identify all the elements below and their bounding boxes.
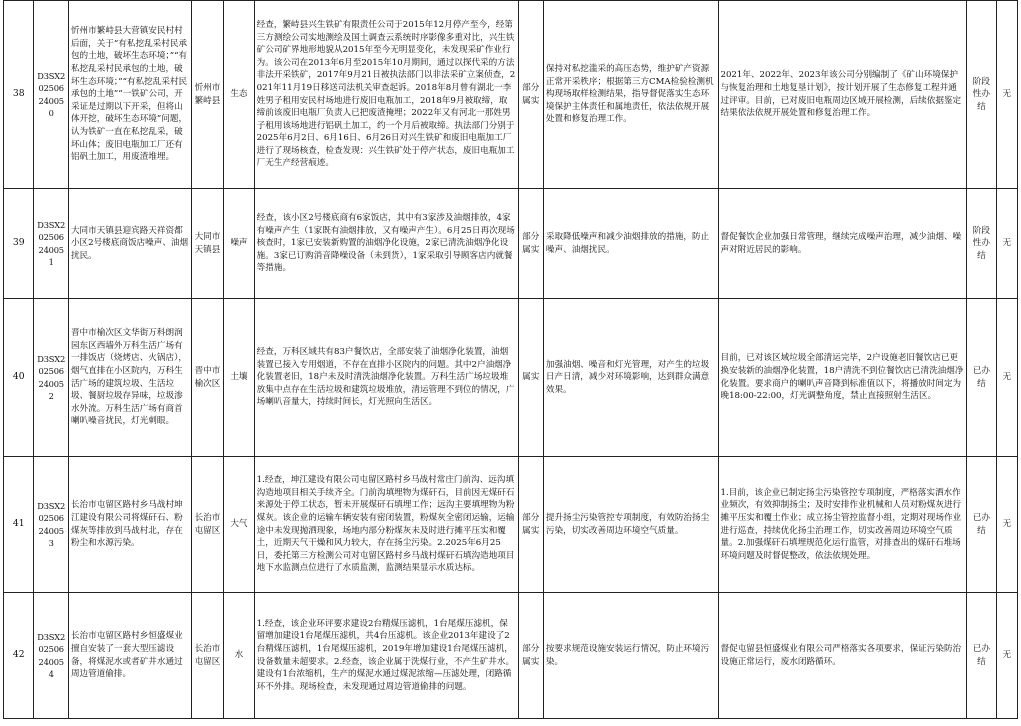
rectification-progress: 督促餐饮企业加强日常管理，继续完成噪声治理，减少油烟、噪声对附近居民的影响。 — [718, 189, 967, 299]
rectification-measures: 保持对私挖滥采的高压态势，维护矿产资源正常开采秩序；根据第三方CMA检验检测机构现场取样检测结果，指导督促落实生态环境保护主体责任和属地责任，依法依规开展处置和修复治理工作。 — [543, 1, 718, 189]
handling-status: 阶段性办结 — [967, 1, 996, 189]
verdict: 部分属实 — [518, 593, 543, 719]
table-row — [4, 189, 1018, 299]
verification-text: 经查，该小区2号楼底商有6家饭店，其中有3家涉及油烟排放，4家有噪声产生（1家既有油烟排放，又有噪声产生）。6月25日再次现场核查时，1家已安装新购置的油烟净化设施，2家已清洗油烟净化设施。3家已订购消音降噪设备（未到货），1家采取引导顾客店内就餐等措施。 — [254, 189, 518, 299]
rectification-measures: 提升扬尘污染管控专项制度，有效防治扬尘污染，切实改善周边环境空气质量。 — [543, 457, 718, 593]
verdict: 部分属实 — [518, 189, 543, 299]
handling-status: 阶段性办结 — [967, 189, 996, 299]
pollution-type: 水 — [224, 593, 254, 719]
verdict: 部分属实 — [518, 457, 543, 593]
pollution-type: 生态 — [224, 1, 254, 189]
row-number: 40 — [4, 299, 34, 457]
rectification-measures: 加强油烟、噪音和灯光管理，对产生的垃圾日产日清，减少对环境影响，达到群众满意效果。 — [543, 299, 718, 457]
administrative-area: 忻州市繁峙县 — [191, 1, 223, 189]
table-row — [4, 457, 1018, 593]
complaint-content: 大同市天镇县迎宾路天祥资都小区2号楼底商饭店噪声、油烟扰民。 — [68, 189, 191, 299]
verification-text: 经查，繁峙县兴生铁矿有限责任公司于2015年12月停产至今，经第三方测绘公司实地测绘及国土调查云系统时序影像多重对比，兴生铁矿公司矿界地形地貌从2015年至今无明显变化，未发现采矿作业行为。该公司在2013年6月至2015年10月期间，通过以探代采的方法非法开采铁矿，2017年9月21日被执法部门以非法采矿立案侦查，2021年11月19日移送司法机关审查起诉。2018年8月曾有湖北一李姓男子租用安民村场地进行废旧电瓶加工，2018年9月被取缔，取缔前该废旧电瓶厂负责人已把废渣掩埋；2022年又有河北一那姓男子租用该场地进行铝矾土加工，约一个月后被取缔。执法部门分别于2025年6月2日、6月16日、6月26日对兴生铁矿和废旧电瓶加工厂进行了现场核查，检查发现：兴生铁矿处于停产状态，废旧电瓶加工厂无生产经营痕迹。 — [254, 1, 518, 189]
case-code: D3SX202506240053 — [34, 457, 69, 593]
complaint-content: 长治市屯留区路村乡马战村坤江建设有限公司将煤矸石、粉煤灰等排放到马战村北，存在粉尘和水源污染。 — [68, 457, 191, 593]
administrative-area: 大同市天镇县 — [191, 189, 223, 299]
table-row — [4, 299, 1018, 457]
rectification-progress: 1.目前，该企业已制定扬尘污染管控专项制度，严格落实洒水作业频次，有效抑制扬尘；及时安排作业机械和人员对粉煤灰进行摊平压实和覆土作业；成立扬尘管控监督小组，定期对现场作业进行巡查，持续优化扬尘治理工作，切实改善周边环境空气质量。2.加强煤矸石填埋规范化运行监管，对排查出的煤矸石堆场环境问题及时督促整改，依法依规处理。 — [718, 457, 967, 593]
accountability: 无 — [996, 299, 1017, 457]
case-code: D3SX202506240054 — [34, 593, 69, 719]
row-number: 41 — [4, 457, 34, 593]
handling-status: 已办结 — [967, 593, 996, 719]
verdict: 部分属实 — [518, 1, 543, 189]
accountability: 无 — [996, 593, 1017, 719]
table-row — [4, 593, 1018, 719]
case-code: D3SX202506240052 — [34, 299, 69, 457]
pollution-type: 噪声 — [224, 189, 254, 299]
rectification-progress: 督促屯留县恒盛煤业有限公司严格落实各项要求，保证污染防治设施正常运行，废水闭路循环。 — [718, 593, 967, 719]
administrative-area: 晋中市榆次区 — [191, 299, 223, 457]
verification-text: 经查，万科区域共有83户餐饮店，全部安装了油烟净化装置，油烟装置已接入专用烟道，不存在直排小区院内的问题。其中2户油烟净化装置老旧，18户未及时清洗油烟净化装置。万科生活广场垃圾堆放集中点存在生活垃圾和建筑垃圾堆放，清运管理不到位的情况，广场喇叭音量大，持续时间长，灯光照向生活区。 — [254, 299, 518, 457]
row-number: 38 — [4, 1, 34, 189]
verification-text: 1.经查，该企业环评要求建设2台精煤压滤机，1台尾煤压滤机，保留增加建设1台尾煤压滤机，共4台压滤机。该企业2013年建设了2台精煤压滤机，1台尾煤压滤机，2019年增加建设1台尾煤压滤机，设备数量未超要求。2.经查，该企业属于洗煤行业，不产生矿井水。建设有1台浓缩机，生产的煤泥水通过煤泥浓缩—压滤处理，闭路循环不外排。现场检查，未发现通过周边管道偷排的问题。 — [254, 593, 518, 719]
case-code: D3SX202506240051 — [34, 189, 69, 299]
rectification-progress: 2021年、2022年、2023年该公司分别编制了《矿山环境保护与恢复治理和土地复垦计划》，按计划开展了生态修复工程并通过评审。目前，已对废旧电瓶周边区域开展检测，后续依据鉴定结果依法依规开展处置和修复治理工作。 — [718, 1, 967, 189]
rectification-progress: 目前，已对该区域垃圾全部清运完毕，2户设施老旧餐饮店已更换安装新的油烟净化装置，18户清洗不到位餐饮店已清洗油烟净化装置。要求商户的喇叭声音降到标准值以下，将播放时间定为晚18:00-22:00，灯光调整角度，禁止直接照射生活区。 — [718, 299, 967, 457]
handling-status: 已办结 — [967, 457, 996, 593]
case-code: D3SX202506240050 — [34, 1, 69, 189]
handling-status: 已办结 — [967, 299, 996, 457]
accountability: 无 — [996, 189, 1017, 299]
accountability: 无 — [996, 1, 1017, 189]
table-row — [4, 1, 1018, 189]
verdict: 属实 — [518, 299, 543, 457]
complaint-table — [3, 0, 1018, 719]
pollution-type: 大气 — [224, 457, 254, 593]
complaint-content: 晋中市榆次区文华街万科朗润园东区西墙外万科生活广场有一排饭店（烧烤店、火锅店），烟气直排在小区院内，万科生活广场的建筑垃圾、生活垃圾、餐厨垃圾存异味，垃圾渗水外流。万科生活广场有商首喇叭噪音扰民，灯光刺眼。 — [68, 299, 191, 457]
pollution-type: 土壤 — [224, 299, 254, 457]
row-number: 39 — [4, 189, 34, 299]
administrative-area: 长治市屯留区 — [191, 593, 223, 719]
rectification-measures: 按要求规范设施安装运行情况，防止环境污染。 — [543, 593, 718, 719]
complaint-content: 长治市屯留区路村乡恒盛煤业擅自安装了一套大型压滤设备，将煤泥水或者矿井水通过周边管道偷排。 — [68, 593, 191, 719]
rectification-measures: 采取降低噪声和减少油烟排放的措施，防止噪声、油烟扰民。 — [543, 189, 718, 299]
accountability: 无 — [996, 457, 1017, 593]
row-number: 42 — [4, 593, 34, 719]
verification-text: 1.经查，坤江建设有限公司屯留区路村乡马战村常庄门前沟、远沟填沟造地项目相关手续齐全。门前沟填埋物为煤矸石，目前因无煤矸石来源处于停工状态，暂未开展煤矸石填埋工作；远沟主要填埋物为粉煤灰。该企业的运输车辆安装有密闭装置，粉煤灰全密闭运输，运输途中未发现抛洒现象，场地内部分粉煤灰未及时进行摊平压实和覆土，近期天气干燥和风力较大，存在扬尘污染。2.2025年6月25日，委托第三方检测公司对屯留区路村乡马战村煤矸石填沟造地项目地下水监测点位进行了水质监测，监测结果显示水质达标。 — [254, 457, 518, 593]
complaint-content: 忻州市繁峙县大营镇安民村村后面，关于“有私挖乱采村民承包的土地，破坏生态环境；”“有私挖乱采村民承包的土地，破坏生态环境；”“有私挖乱采村民承包的土地”“一铁矿公司，开采证是过期以下开采，但将山体开挖，破坏生态环境”问题，认为铁矿一直在私挖乱采，破坏山体；废旧电瓶加工厂还有铝矾土加工，用废渣堆埋。 — [68, 1, 191, 189]
administrative-area: 长治市屯留区 — [191, 457, 223, 593]
